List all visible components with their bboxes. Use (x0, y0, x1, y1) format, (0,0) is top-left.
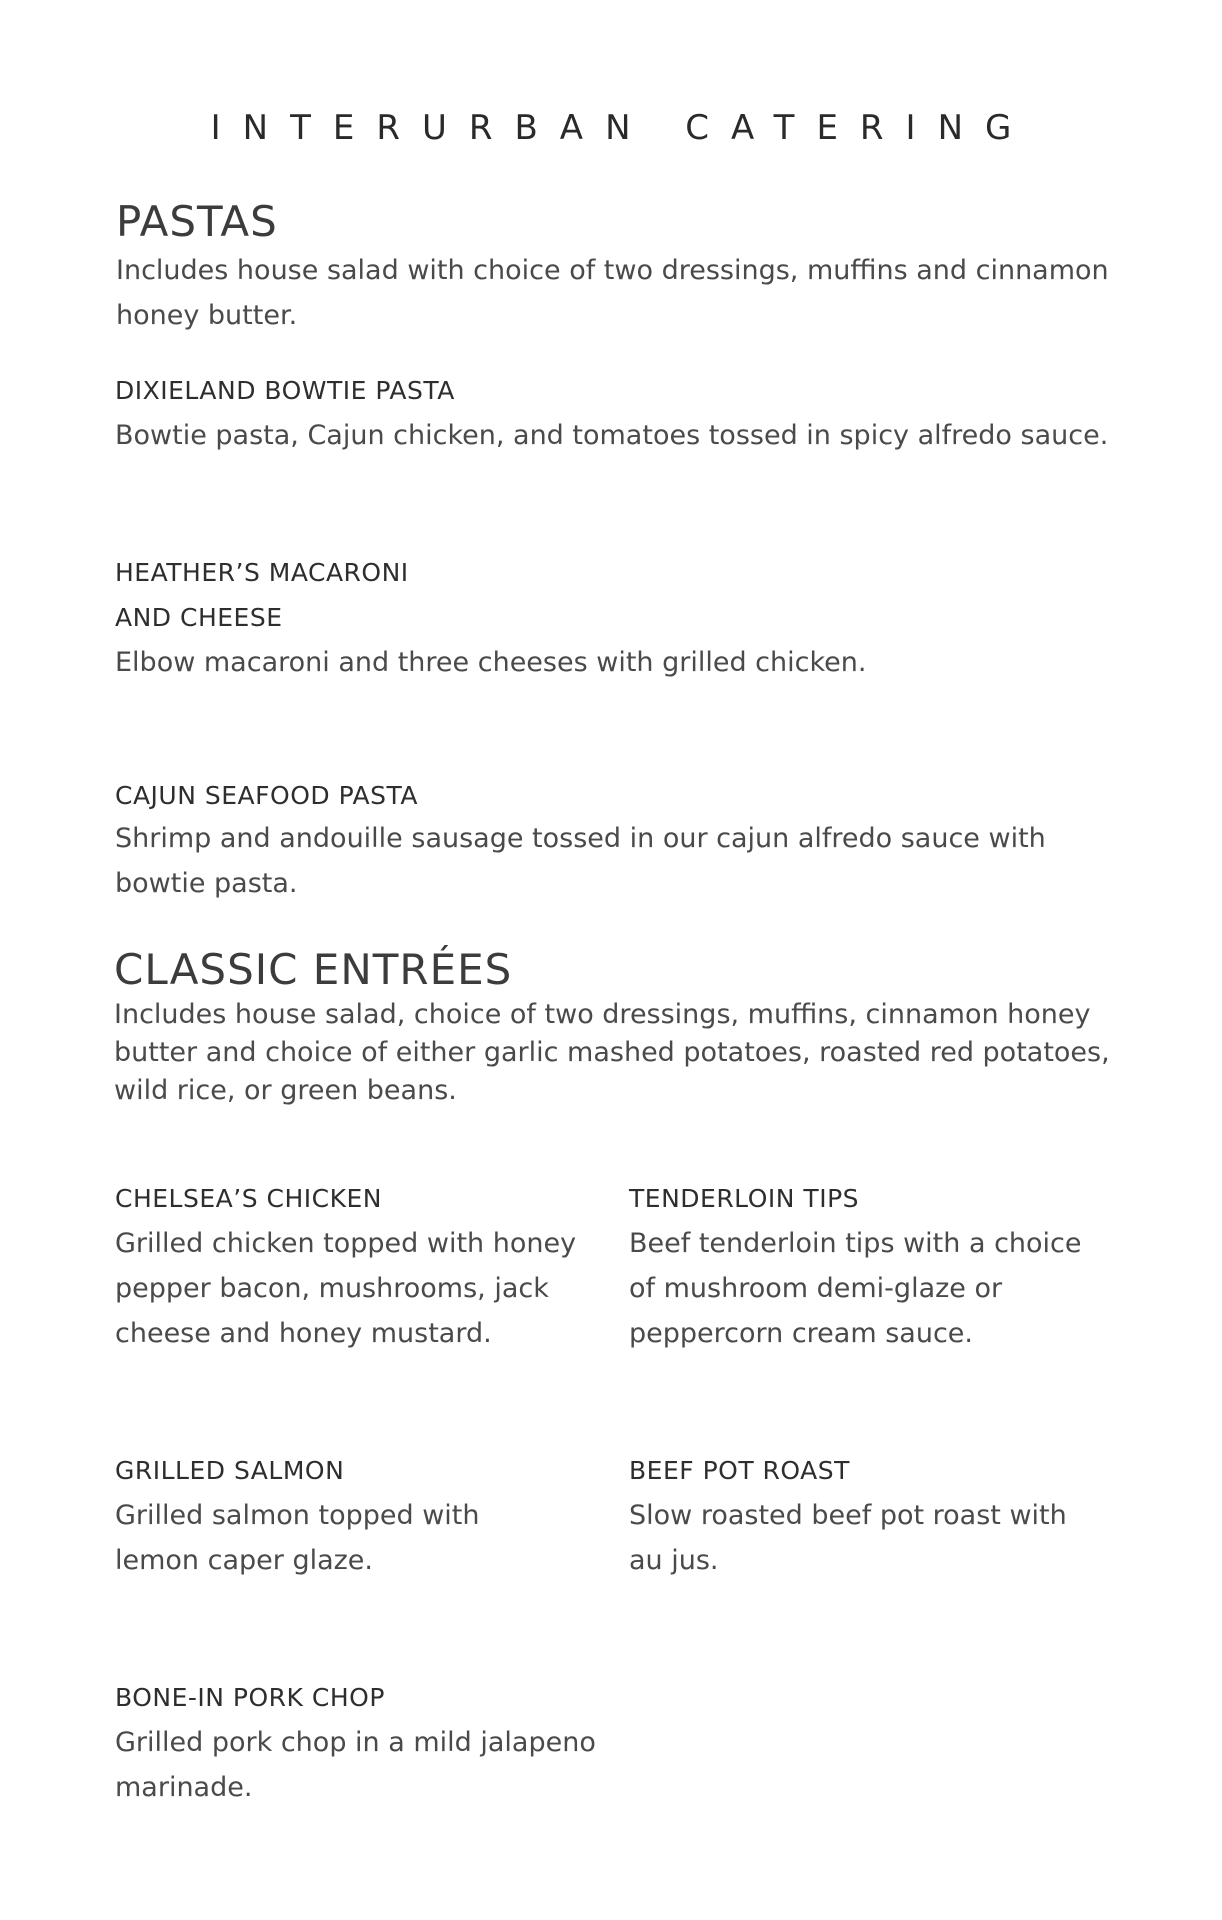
entrees-section-description: Includes house salad, choice of two dressings, muffins, cinnamon honey butter and choice of either garlic mashed potatoes, roasted red potatoes, wild rice, or green beans. (114, 999, 1110, 1106)
menu-item-name: CAJUN SEAFOOD PASTA (115, 781, 418, 810)
menu-item-grilled-salmon (115, 1448, 515, 1583)
menu-item-name: TENDERLOIN TIPS (629, 1184, 860, 1213)
menu-item-beef-pot-roast (629, 1448, 1089, 1583)
menu-item-name-line2: AND CHEESE (115, 603, 283, 632)
menu-item-description: Bowtie pasta, Cajun chicken, and tomatoes tossed in spicy alfredo sauce. (115, 420, 1109, 451)
menu-item-description: Slow roasted beef pot roast with au jus. (629, 1500, 1067, 1576)
menu-item-dixieland-bowtie-pasta (115, 368, 1115, 458)
menu-item-heathers-macaroni (115, 550, 1115, 685)
menu-item-description: Grilled salmon topped with lemon caper glaze. (115, 1500, 480, 1576)
menu-item-name: DIXIELAND BOWTIE PASTA (115, 376, 455, 405)
menu-item-name: BEEF POT ROAST (629, 1456, 850, 1485)
menu-item-cajun-seafood-pasta (115, 776, 1075, 906)
menu-item-description: Elbow macaroni and three cheeses with grilled chicken. (115, 647, 867, 678)
menu-item-description: Shrimp and andouille sausage tossed in our cajun alfredo sauce with bowtie pasta. (115, 823, 1046, 899)
menu-item-name: BONE-IN PORK CHOP (115, 1683, 385, 1712)
pastas-section-description: Includes house salad with choice of two dressings, muffins and cinnamon honey butter. (116, 255, 1109, 331)
menu-item-description: Grilled pork chop in a mild jalapeno marinade. (115, 1727, 596, 1803)
menu-item-tenderloin-tips (629, 1176, 1109, 1356)
brand-title: INTERURBAN CATERING (210, 108, 1034, 148)
menu-item-name: CHELSEA’S CHICKEN (115, 1184, 382, 1213)
pastas-section-title: PASTAS (116, 197, 278, 246)
entrees-section-title: CLASSIC ENTRÉES (114, 945, 513, 994)
menu-item-description: Beef tenderloin tips with a choice of mushroom demi-glaze or peppercorn cream sauce. (629, 1228, 1082, 1349)
menu-item-name-line1: HEATHER’S MACARONI (115, 558, 409, 587)
menu-item-bone-in-pork-chop (115, 1675, 615, 1810)
menu-item-chelseas-chicken (115, 1176, 595, 1356)
menu-item-description: Grilled chicken topped with honey pepper bacon, mushrooms, jack cheese and honey mustard. (115, 1228, 577, 1349)
menu-item-name: GRILLED SALMON (115, 1456, 345, 1485)
